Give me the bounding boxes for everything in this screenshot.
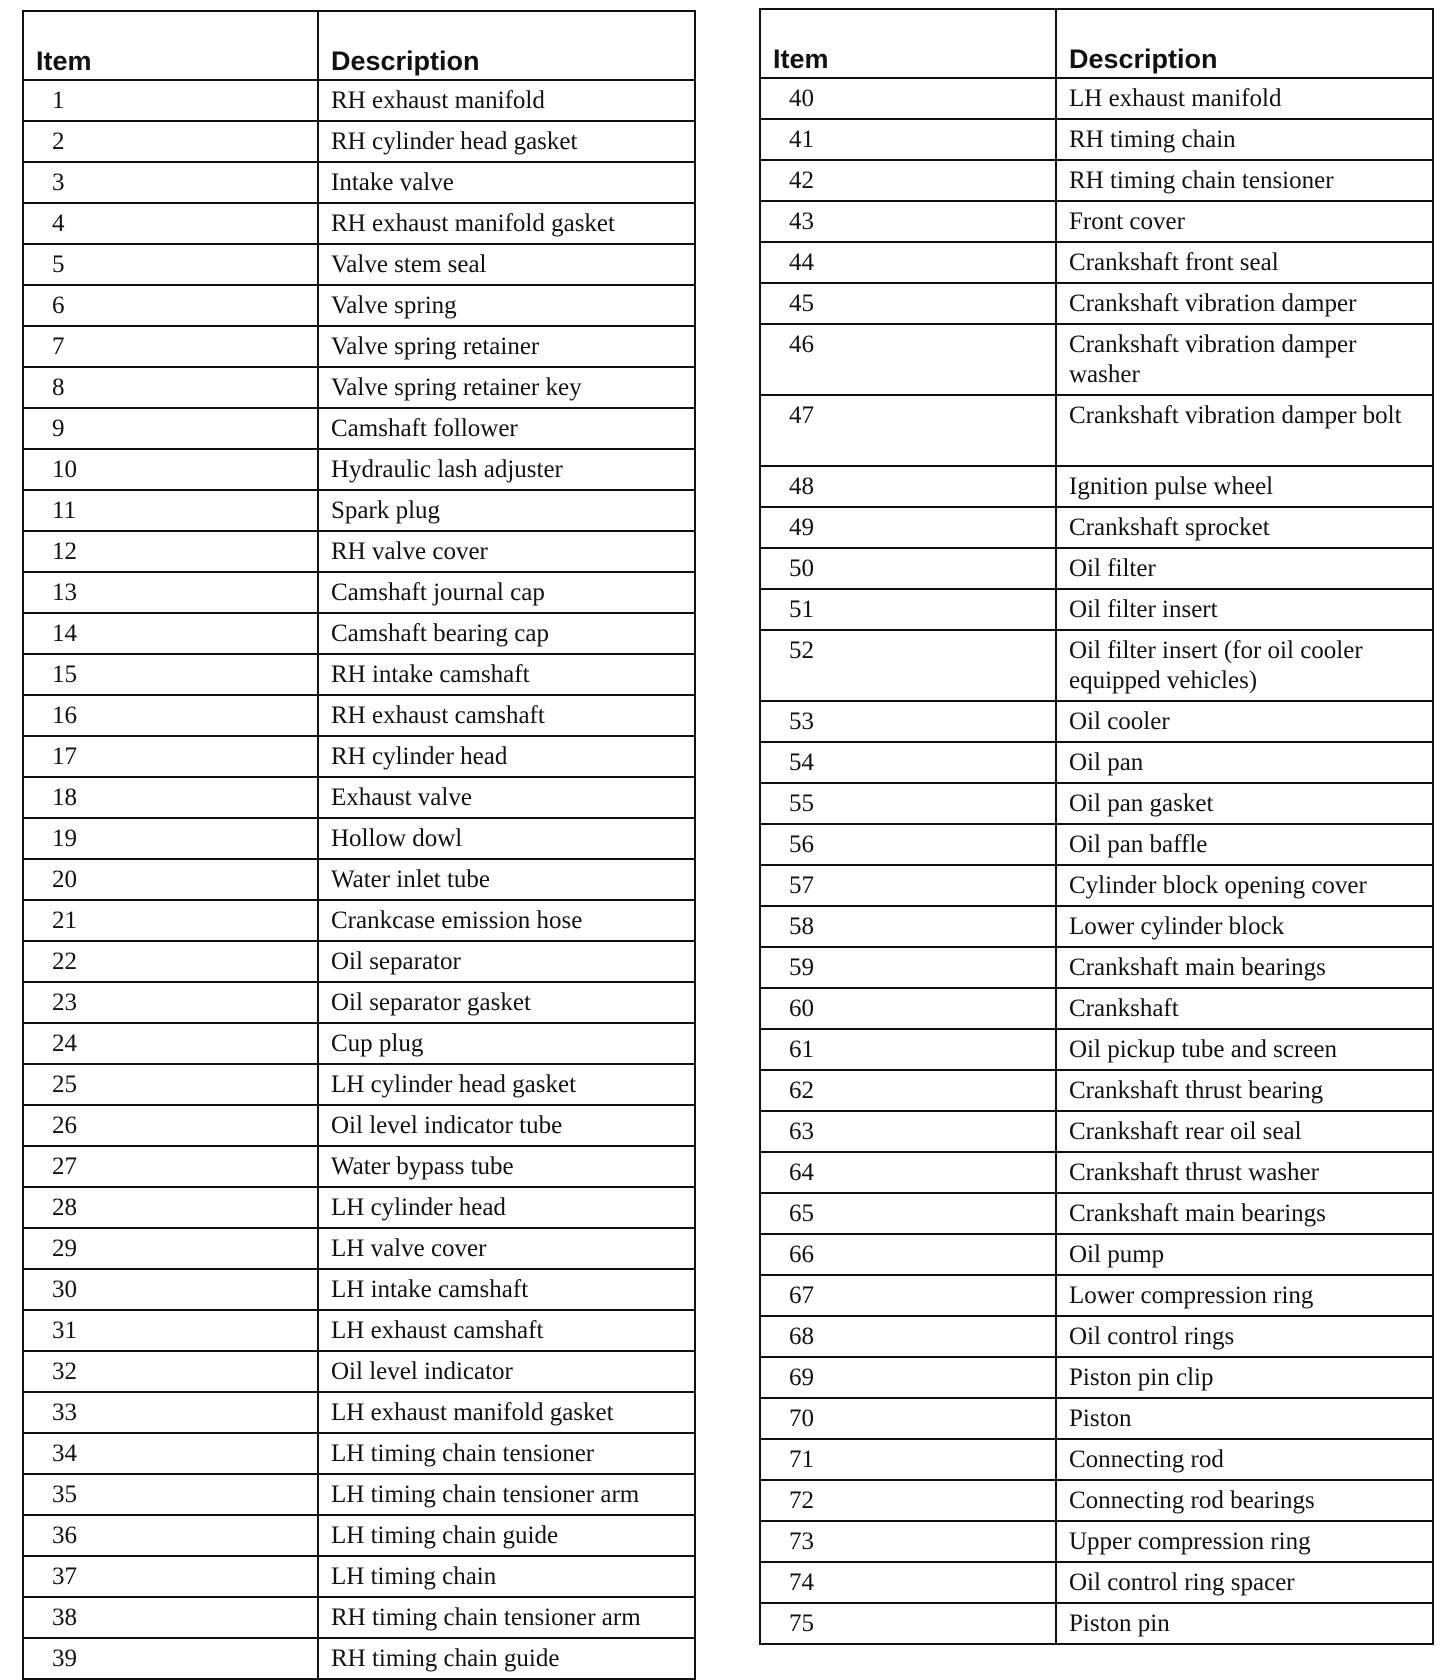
item-number: 60 [760, 988, 1056, 1029]
item-description: Valve stem seal [318, 244, 695, 285]
item-number: 44 [760, 242, 1056, 283]
table-row [760, 119, 1433, 160]
table-row [23, 1597, 695, 1638]
item-number: 73 [760, 1521, 1056, 1562]
table-row [23, 1351, 695, 1392]
item-number: 65 [760, 1193, 1056, 1234]
item-description: Oil control ring spacer [1056, 1562, 1433, 1603]
item-number: 45 [760, 283, 1056, 324]
item-number: 23 [23, 982, 318, 1023]
table-row [760, 1275, 1433, 1316]
item-description: RH cylinder head gasket [318, 121, 695, 162]
item-description: Lower cylinder block [1056, 906, 1433, 947]
item-number: 42 [760, 160, 1056, 201]
table-row [760, 1357, 1433, 1398]
item-number: 2 [23, 121, 318, 162]
table-row [23, 1064, 695, 1105]
item-description: Crankshaft sprocket [1056, 507, 1433, 548]
item-description: Cylinder block opening cover [1056, 865, 1433, 906]
column-header-item: Item [760, 9, 1056, 78]
item-number: 68 [760, 1316, 1056, 1357]
item-description: Oil filter insert (for oil cooler equipped vehicles) [1056, 630, 1433, 701]
item-description: Crankshaft front seal [1056, 242, 1433, 283]
item-number: 22 [23, 941, 318, 982]
item-number: 40 [760, 78, 1056, 119]
table-row [23, 490, 695, 531]
item-number: 52 [760, 630, 1056, 701]
item-number: 67 [760, 1275, 1056, 1316]
item-description: Camshaft bearing cap [318, 613, 695, 654]
item-description: Valve spring retainer [318, 326, 695, 367]
item-number: 62 [760, 1070, 1056, 1111]
item-number: 15 [23, 654, 318, 695]
item-description: Connecting rod [1056, 1439, 1433, 1480]
item-number: 72 [760, 1480, 1056, 1521]
item-number: 25 [23, 1064, 318, 1105]
item-number: 4 [23, 203, 318, 244]
table-row [23, 777, 695, 818]
item-number: 71 [760, 1439, 1056, 1480]
item-number: 21 [23, 900, 318, 941]
table-row [760, 160, 1433, 201]
table-row [23, 1187, 695, 1228]
item-description: LH timing chain guide [318, 1515, 695, 1556]
item-description: Front cover [1056, 201, 1433, 242]
item-number: 28 [23, 1187, 318, 1228]
table-row [760, 1439, 1433, 1480]
item-number: 6 [23, 285, 318, 326]
item-number: 9 [23, 408, 318, 449]
table-row [23, 1474, 695, 1515]
item-description: Piston pin [1056, 1603, 1433, 1644]
table-row [760, 395, 1433, 466]
table-row [23, 736, 695, 777]
item-number: 27 [23, 1146, 318, 1187]
item-number: 36 [23, 1515, 318, 1556]
item-number: 10 [23, 449, 318, 490]
table-row [760, 1111, 1433, 1152]
item-description: RH valve cover [318, 531, 695, 572]
table-row [760, 906, 1433, 947]
table-row [760, 701, 1433, 742]
table-row [760, 589, 1433, 630]
item-number: 70 [760, 1398, 1056, 1439]
item-number: 17 [23, 736, 318, 777]
table-row [760, 783, 1433, 824]
item-number: 3 [23, 162, 318, 203]
item-description: LH cylinder head gasket [318, 1064, 695, 1105]
item-description: Valve spring [318, 285, 695, 326]
table-row [23, 941, 695, 982]
item-number: 8 [23, 367, 318, 408]
item-description: Camshaft follower [318, 408, 695, 449]
table-row [760, 78, 1433, 119]
item-number: 48 [760, 466, 1056, 507]
item-description: RH timing chain tensioner arm [318, 1597, 695, 1638]
item-description: Connecting rod bearings [1056, 1480, 1433, 1521]
item-description: Oil pan baffle [1056, 824, 1433, 865]
item-description: Hydraulic lash adjuster [318, 449, 695, 490]
item-number: 47 [760, 395, 1056, 466]
item-description: Crankshaft thrust washer [1056, 1152, 1433, 1193]
item-number: 58 [760, 906, 1056, 947]
table-row [760, 548, 1433, 589]
item-description: Crankshaft main bearings [1056, 947, 1433, 988]
table-row [760, 324, 1433, 395]
item-number: 46 [760, 324, 1056, 395]
table-row [23, 1392, 695, 1433]
header-row [23, 11, 695, 80]
table-row [760, 1603, 1433, 1644]
item-description: LH valve cover [318, 1228, 695, 1269]
item-description: LH cylinder head [318, 1187, 695, 1228]
table-row [23, 1023, 695, 1064]
item-description: Crankshaft vibration damper bolt [1056, 395, 1433, 466]
item-description: RH timing chain [1056, 119, 1433, 160]
item-description: RH exhaust manifold gasket [318, 203, 695, 244]
item-description: Valve spring retainer key [318, 367, 695, 408]
item-number: 26 [23, 1105, 318, 1146]
table-row [23, 408, 695, 449]
item-description: Oil filter [1056, 548, 1433, 589]
item-description: Oil separator gasket [318, 982, 695, 1023]
item-description: Piston [1056, 1398, 1433, 1439]
item-description: Crankshaft thrust bearing [1056, 1070, 1433, 1111]
table-row [760, 1562, 1433, 1603]
item-number: 13 [23, 572, 318, 613]
item-description: Crankshaft main bearings [1056, 1193, 1433, 1234]
item-number: 12 [23, 531, 318, 572]
table-row [760, 242, 1433, 283]
item-number: 49 [760, 507, 1056, 548]
item-number: 16 [23, 695, 318, 736]
item-number: 53 [760, 701, 1056, 742]
table-row [760, 1316, 1433, 1357]
item-description: Piston pin clip [1056, 1357, 1433, 1398]
item-description: Crankshaft vibration damper [1056, 283, 1433, 324]
item-number: 35 [23, 1474, 318, 1515]
item-number: 14 [23, 613, 318, 654]
table-row [760, 283, 1433, 324]
item-description: Crankshaft [1056, 988, 1433, 1029]
item-description: Exhaust valve [318, 777, 695, 818]
table-row [23, 1228, 695, 1269]
item-description: Crankcase emission hose [318, 900, 695, 941]
item-number: 29 [23, 1228, 318, 1269]
item-description: Hollow dowl [318, 818, 695, 859]
item-number: 57 [760, 865, 1056, 906]
table-row [760, 507, 1433, 548]
item-number: 41 [760, 119, 1056, 160]
item-description: LH timing chain tensioner arm [318, 1474, 695, 1515]
item-number: 56 [760, 824, 1056, 865]
item-description: Oil level indicator [318, 1351, 695, 1392]
table-row [23, 203, 695, 244]
item-description: RH exhaust camshaft [318, 695, 695, 736]
table-row [23, 1105, 695, 1146]
item-number: 11 [23, 490, 318, 531]
item-description: Oil cooler [1056, 701, 1433, 742]
item-description: Ignition pulse wheel [1056, 466, 1433, 507]
item-number: 64 [760, 1152, 1056, 1193]
item-description: Oil filter insert [1056, 589, 1433, 630]
table-row [23, 859, 695, 900]
table-row [23, 982, 695, 1023]
table-row [760, 1070, 1433, 1111]
item-description: RH intake camshaft [318, 654, 695, 695]
item-description: Oil pan gasket [1056, 783, 1433, 824]
item-description: LH timing chain tensioner [318, 1433, 695, 1474]
table-row [23, 695, 695, 736]
table-row [23, 449, 695, 490]
table-row [760, 201, 1433, 242]
item-number: 20 [23, 859, 318, 900]
table-row [23, 531, 695, 572]
item-description: Oil pan [1056, 742, 1433, 783]
item-number: 51 [760, 589, 1056, 630]
item-description: LH timing chain [318, 1556, 695, 1597]
table-row [23, 1515, 695, 1556]
item-number: 59 [760, 947, 1056, 988]
table-row [23, 1146, 695, 1187]
table-row [23, 1556, 695, 1597]
item-description: Camshaft journal cap [318, 572, 695, 613]
table-row [760, 1152, 1433, 1193]
table-row [760, 988, 1433, 1029]
parts-table-left [22, 10, 696, 1680]
item-description: Water inlet tube [318, 859, 695, 900]
item-number: 7 [23, 326, 318, 367]
item-description: LH exhaust manifold [1056, 78, 1433, 119]
item-description: Oil separator [318, 941, 695, 982]
item-description: Oil level indicator tube [318, 1105, 695, 1146]
table-row [760, 742, 1433, 783]
item-description: RH exhaust manifold [318, 80, 695, 121]
table-row [760, 1480, 1433, 1521]
table-row [23, 818, 695, 859]
item-number: 55 [760, 783, 1056, 824]
column-header-description: Description [1056, 9, 1433, 78]
table-row [23, 613, 695, 654]
table-row [760, 1193, 1433, 1234]
item-number: 63 [760, 1111, 1056, 1152]
item-number: 31 [23, 1310, 318, 1351]
item-description: Spark plug [318, 490, 695, 531]
item-description: Oil control rings [1056, 1316, 1433, 1357]
item-number: 61 [760, 1029, 1056, 1070]
item-number: 19 [23, 818, 318, 859]
item-description: LH intake camshaft [318, 1269, 695, 1310]
table-row [23, 326, 695, 367]
table-row [23, 367, 695, 408]
table-row [23, 1269, 695, 1310]
table-row [23, 285, 695, 326]
table-row [760, 1398, 1433, 1439]
table-row [23, 572, 695, 613]
item-number: 54 [760, 742, 1056, 783]
item-description: LH exhaust manifold gasket [318, 1392, 695, 1433]
item-number: 37 [23, 1556, 318, 1597]
table-row [23, 244, 695, 285]
item-description: Lower compression ring [1056, 1275, 1433, 1316]
table-row [23, 121, 695, 162]
table-row [23, 900, 695, 941]
item-description: Crankshaft rear oil seal [1056, 1111, 1433, 1152]
item-number: 5 [23, 244, 318, 285]
table-row [760, 1029, 1433, 1070]
item-number: 50 [760, 548, 1056, 589]
column-header-item: Item [23, 11, 318, 80]
table-row [760, 865, 1433, 906]
table-row [23, 1638, 695, 1679]
item-description: Crankshaft vibration damper washer [1056, 324, 1433, 395]
item-number: 18 [23, 777, 318, 818]
table-row [23, 1433, 695, 1474]
item-number: 1 [23, 80, 318, 121]
item-number: 30 [23, 1269, 318, 1310]
item-description: RH timing chain guide [318, 1638, 695, 1679]
column-header-description: Description [318, 11, 695, 80]
parts-table-right [759, 8, 1434, 1645]
item-description: Water bypass tube [318, 1146, 695, 1187]
item-number: 34 [23, 1433, 318, 1474]
table-row [23, 162, 695, 203]
item-number: 69 [760, 1357, 1056, 1398]
item-description: LH exhaust camshaft [318, 1310, 695, 1351]
table-row [23, 654, 695, 695]
item-description: Cup plug [318, 1023, 695, 1064]
item-number: 38 [23, 1597, 318, 1638]
item-number: 33 [23, 1392, 318, 1433]
item-number: 24 [23, 1023, 318, 1064]
table-row [760, 630, 1433, 701]
table-row [23, 80, 695, 121]
item-number: 39 [23, 1638, 318, 1679]
item-number: 75 [760, 1603, 1056, 1644]
item-number: 32 [23, 1351, 318, 1392]
item-description: Upper compression ring [1056, 1521, 1433, 1562]
table-row [760, 1521, 1433, 1562]
table-row [760, 824, 1433, 865]
item-description: RH timing chain tensioner [1056, 160, 1433, 201]
table-row [23, 1310, 695, 1351]
table-row [760, 466, 1433, 507]
item-description: Intake valve [318, 162, 695, 203]
table-row [760, 947, 1433, 988]
item-description: Oil pump [1056, 1234, 1433, 1275]
item-description: Oil pickup tube and screen [1056, 1029, 1433, 1070]
item-number: 66 [760, 1234, 1056, 1275]
item-number: 74 [760, 1562, 1056, 1603]
table-row [760, 1234, 1433, 1275]
item-number: 43 [760, 201, 1056, 242]
header-row [760, 9, 1433, 78]
item-description: RH cylinder head [318, 736, 695, 777]
